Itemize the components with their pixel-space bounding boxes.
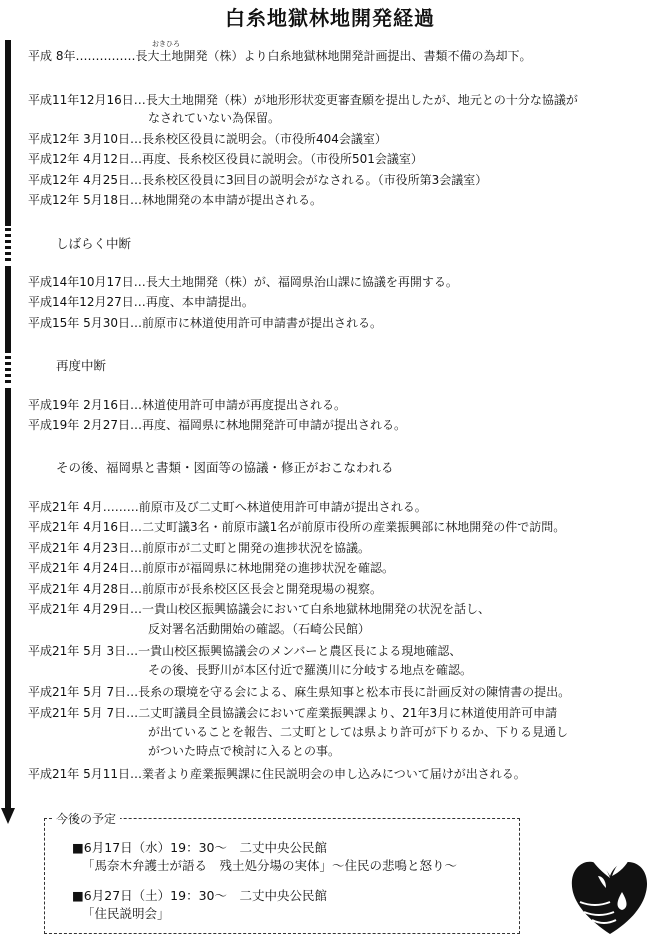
- timeline-entry: 平成12年 4月12日…再度、長糸校区役員に説明会。（市役所501会議室）: [28, 152, 423, 166]
- heart-leaf-logo-icon: [566, 848, 654, 938]
- page-title: 白糸地獄林地開発経過: [225, 6, 435, 30]
- timeline-entry-continuation: が出ていることを報告、二丈町としては県より許可が下りるか、下りる見通し: [148, 725, 569, 739]
- timeline-entry: 平成21年 5月 7日…長糸の環境を守る会による、麻生県知事と松本市長に計画反対の陳情書の提出。: [28, 685, 571, 699]
- timeline-arrow: [5, 40, 11, 810]
- timeline-entry: 平成21年 5月11日…業者より産業振興課に住民説明会の申し込みについて届けが出される。: [28, 767, 526, 781]
- timeline-entry: 平成11年12月16日…長大土地開発（株）が地形形状変更審査願を提出したが、地元との十分な協議が: [28, 93, 578, 107]
- timeline-entry: 平成21年 4月16日…二丈町議3名・前原市議1名が前原市役所の産業振興部に林地開発の件で訪問。: [28, 520, 566, 534]
- timeline-entry: 平成21年 5月 7日…二丈町議員全員協議会において産業振興課より、21年3月に林道使用許可申請: [28, 706, 558, 720]
- timeline-entry: 平成12年 4月25日…長糸校区役員に3回目の説明会がなされる。（市役所第3会議室）: [28, 173, 488, 187]
- ruby-annotation: おきひろ: [152, 40, 180, 48]
- schedule-event-description: 「馬奈木弁護士が語る 残土処分場の実体」～住民の悲鳴と怒り～: [82, 858, 458, 873]
- timeline-entry: 平成15年 5月30日…前原市に林道使用許可申請書が提出される。: [28, 316, 383, 330]
- timeline-entry-continuation: その後、長野川が本区付近で羅漢川に分岐する地点を確認。: [148, 663, 473, 677]
- pause-note: 再度中断: [56, 358, 107, 373]
- timeline-entry: 平成21年 4月28日…前原市が長糸校区区長会と開発現場の視察。: [28, 582, 383, 596]
- schedule-event-description: 「住民説明会」: [82, 906, 170, 921]
- process-note: その後、福岡県と書類・図面等の協議・修正がおこなわれる: [56, 460, 394, 475]
- schedule-event-datetime: ■6月27日（土）19：30～ 二丈中央公民館: [72, 888, 327, 903]
- timeline-entry: 平成21年 5月 3日…一貴山校区振興協議会のメンバーと農区長による現地確認、: [28, 644, 462, 658]
- timeline-entry: 平成19年 2月27日…再度、福岡県に林地開発許可申請が提出される。: [28, 418, 407, 432]
- timeline-entry: 平成21年 4月24日…前原市が福岡県に林地開発の進捗状況を確認。: [28, 561, 395, 575]
- timeline-entry: 平成14年10月17日…長大土地開発（株）が、福岡県治山課に協議を再開する。: [28, 275, 458, 289]
- schedule-event-datetime: ■6月17日（水）19：30～ 二丈中央公民館: [72, 840, 327, 855]
- timeline-entry: 平成21年 4月………前原市及び二丈町へ林道使用許可申請が提出される。: [28, 500, 427, 514]
- timeline-entry: 平成19年 2月16日…林道使用許可申請が再度提出される。: [28, 398, 347, 412]
- timeline-entry: 平成21年 4月23日…前原市が二丈町と開発の進捗状況を協議。: [28, 541, 371, 555]
- timeline-entry: 平成21年 4月29日…一貴山校区振興協議会において白糸地獄林地開発の状況を話し、: [28, 602, 491, 616]
- schedule-title: 今後の予定: [52, 810, 120, 827]
- timeline-entry: 平成14年12月27日…再度、本申請提出。: [28, 295, 254, 309]
- timeline-entry: 平成 8年……………長大土地開発（株）より白糸地獄林地開発計画提出、書類不備の為却下。: [28, 49, 532, 63]
- timeline-entry-continuation: なされていない為保留。: [148, 111, 281, 125]
- timeline-entry-continuation: がついた時点で検討に入るとの事。: [148, 744, 341, 758]
- timeline-entry-continuation: 反対署名活動開始の確認。（石崎公民館）: [148, 622, 371, 636]
- timeline-entry: 平成12年 5月18日…林地開発の本申請が提出される。: [28, 193, 323, 207]
- pause-note: しばらく中断: [56, 236, 132, 251]
- timeline-entry: 平成12年 3月10日…長糸校区役員に説明会。（市役所404会議室）: [28, 132, 387, 146]
